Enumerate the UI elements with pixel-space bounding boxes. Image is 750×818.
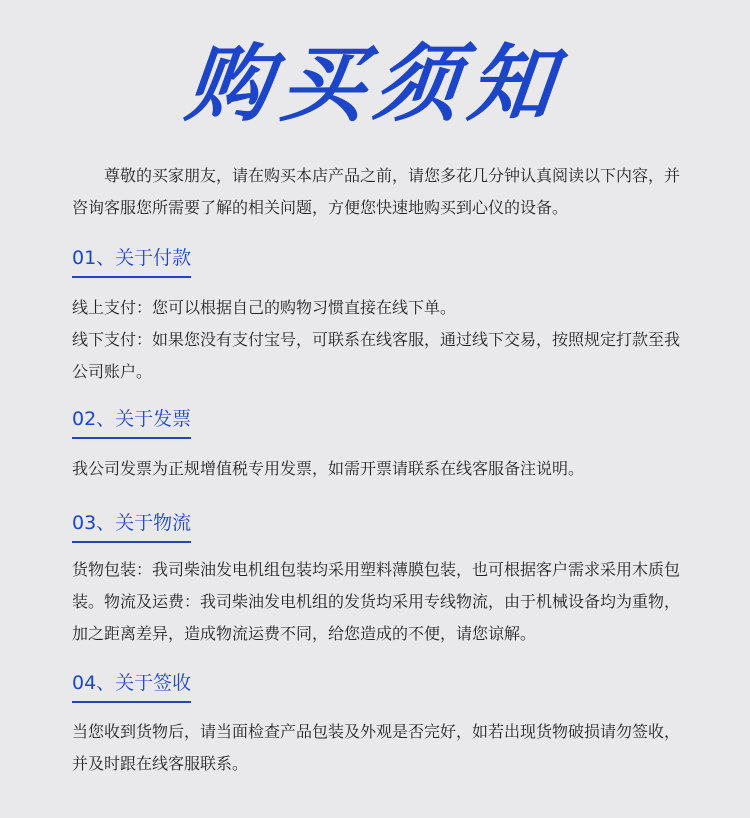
- section-heading-receipt: 04、关于签收: [72, 669, 191, 703]
- section-body-payment: [72, 292, 682, 388]
- section-body-receipt: [72, 716, 682, 780]
- payment-offline: 线下支付：如果您没有支付宝号，可联系在线客服，通过线下交易，按照规定打款至我公司账户。: [72, 330, 681, 381]
- receipt-text: 当您收到货物后，请当面检查产品包装及外观是否完好，如若出现货物破损请勿签收，并及时跟在线客服联系。: [72, 722, 681, 773]
- page-title: 购买须知: [181, 35, 569, 133]
- section-heading-payment: 01、关于付款: [72, 244, 191, 278]
- logistics-text: 货物包装：我司柴油发电机组包装均采用塑料薄膜包装，也可根据客户需求采用木质包装。物流及运费：我司柴油发电机组的发货均采用专线物流，由于机械设备均为重物，加之距离差异，造成物流运费不同，给您造成的不便，请您谅解。: [72, 560, 681, 643]
- payment-online: 线上支付：您可以根据自己的购物习惯直接在线下单。: [72, 298, 457, 317]
- intro-paragraph: 尊敬的买家朋友，请在购买本店产品之前，请您多花几分钟认真阅读以下内容，并咨询客服您所需要了解的相关问题，方便您快速地购买到心仪的设备。: [72, 166, 681, 217]
- section-body-logistics: [72, 554, 682, 650]
- section-heading-logistics: 03、关于物流: [72, 509, 191, 543]
- invoice-text: 我公司发票为正规增值税专用发票，如需开票请联系在线客服备注说明。: [72, 459, 585, 478]
- section-body-invoice: [72, 453, 682, 485]
- section-heading-invoice: 02、关于发票: [72, 405, 191, 439]
